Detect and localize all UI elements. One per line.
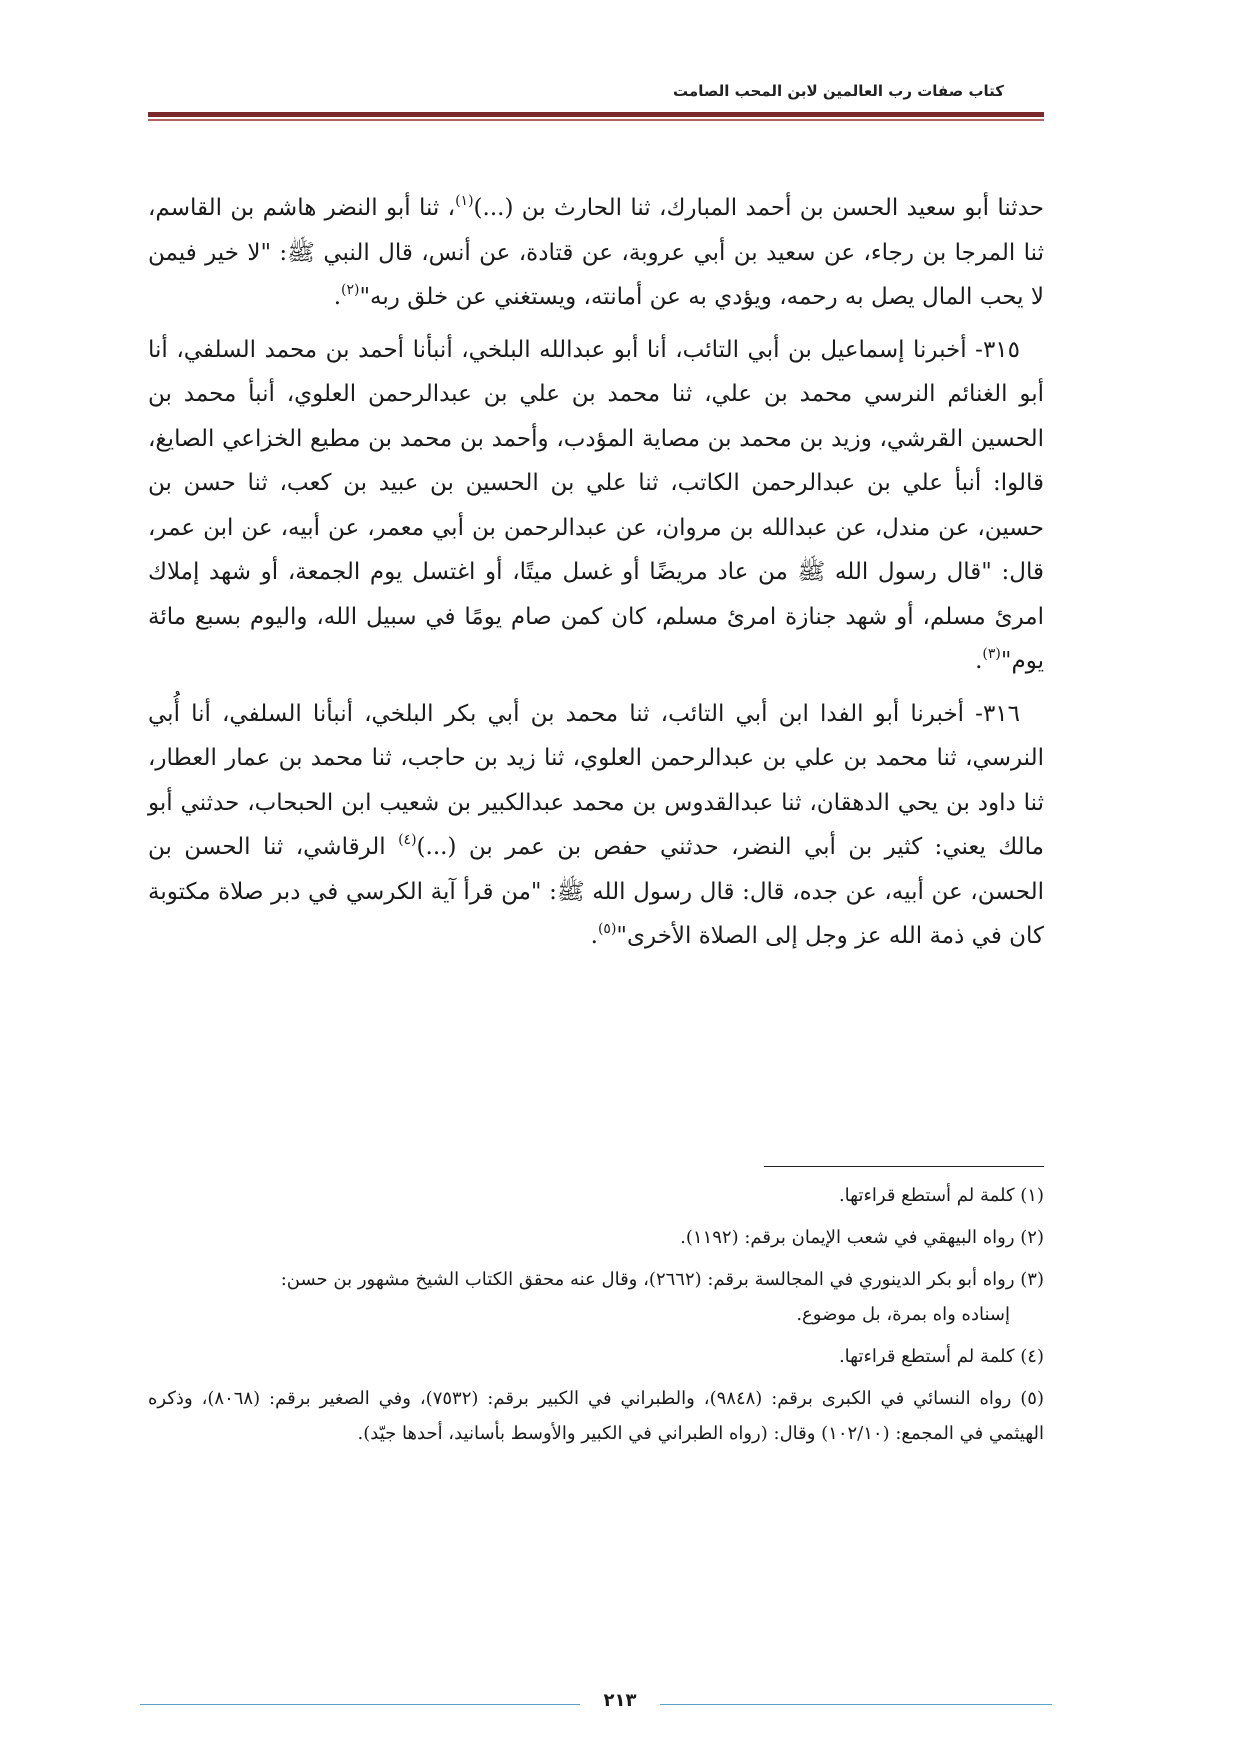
text-segment: ، ثنا أبو النضر هاشم بن القاسم، ثنا المرجا بن رجاء، عن سعيد بن أبي عروبة، عن قتادة، عن أنس، قال النبي ﷺ: "لا خير فيمن لا يحب المال يصل به رحمه، ويؤدي به عن أمانته، ويستغني عن خلق ربه" [148, 195, 1044, 310]
header-rule-thick [148, 112, 1044, 117]
text-segment: حدثنا أبو سعيد الحسن بن أحمد المبارك، ثنا الحارث بن (...) [473, 195, 1044, 221]
footnote-ref[interactable]: (٥) [597, 921, 617, 937]
footnote-number: (٣) [1020, 1269, 1044, 1290]
footer-rule-left [140, 1704, 580, 1705]
footnote-2 [148, 1220, 1044, 1255]
header-rule-thin [148, 119, 1044, 121]
paragraph-316 [148, 692, 1044, 959]
text-segment: . [590, 923, 598, 949]
footnote-text: رواه النسائي في الكبرى برقم: (٩٨٤٨)، والطبراني في الكبير برقم: (٧٥٣٢)، وفي الصغير برقم: (٨٠٦٨)، وذكره الهيثمي في المجمع: (١٠٢/١٠) وقال: (رواه الطبراني في الكبير والأوسط بأسانيد، أحدها جيّد). [148, 1388, 1044, 1444]
footnotes [148, 1178, 1044, 1458]
text-segment: . [333, 284, 341, 310]
text-segment: . [975, 648, 983, 674]
footnote-separator [764, 1166, 1044, 1167]
page-number: ٢١٣ [603, 1690, 637, 1711]
text-segment: الرقاشي، ثنا الحسن بن الحسن، عن أبيه، عن جده، قال: قال رسول الله ﷺ: "من قرأ آية الكرسي في دبر صلاة مكتوبة كان في ذمة الله عز وجل إلى الصلاة الأخرى" [148, 834, 1044, 949]
footnote-ref[interactable]: (٣) [982, 646, 1001, 662]
footnote-ref[interactable]: (١) [455, 193, 474, 209]
paragraph-315 [148, 328, 1044, 684]
paragraph [148, 186, 1044, 320]
footnote-number: (٤) [1020, 1346, 1044, 1367]
footnote-ref[interactable]: (٢) [341, 282, 360, 298]
footnote-4 [148, 1339, 1044, 1374]
main-text [148, 186, 1044, 967]
footnote-ref[interactable]: (٤) [398, 832, 417, 848]
footnote-text: كلمة لم أستطع قراءتها. [838, 1346, 1015, 1367]
footnote-3 [148, 1262, 1044, 1332]
text-segment: ٣١٥- أخبرنا إسماعيل بن أبي التائب، أنا أبو عبدالله البلخي، أنبأنا أحمد بن محمد السلفي، أنا أبو الغنائم النرسي محمد بن علي، ثنا محمد بن علي بن عبدالرحمن العلوي، أنبأ محمد بن الحسين القرشي، وزيد بن محمد بن مصاية المؤدب، وأحمد بن محمد بن مطيع الخزاعي الصايغ، قالوا: أنبأ علي بن عبدالرحمن الكاتب، ثنا علي بن الحسين بن عبيد بن كعب، ثنا حسن بن حسين، عن مندل، عن عبدالله بن مروان، عن عبدالرحمن بن أبي معمر، عن أبيه، عن ابن عمر، قال: "قال رسول الله ﷺ من عاد مريضًا أو غسل ميتًا، أو اغتسل يوم الجمعة، أو شهد إملاك امرئ مسلم، أو شهد جنازة امرئ مسلم، كان كمن صام يومًا في سبيل الله، واليوم بسبع مائة يوم" [148, 336, 1044, 674]
footnote-1 [148, 1178, 1044, 1213]
footer-rule-right [660, 1704, 1052, 1705]
footnote-5 [148, 1381, 1044, 1451]
footnote-continuation: إسناده واه بمرة، بل موضوع. [796, 1304, 1010, 1325]
footnote-number: (٢) [1020, 1227, 1044, 1248]
footnote-text: رواه أبو بكر الدينوري في المجالسة برقم: (٢٦٦٢)، وقال عنه محقق الكتاب الشيخ مشهور بن حسن: [280, 1269, 1015, 1290]
running-header-title: كتاب صفات رب العالمين لابن المحب الصامت [673, 82, 1004, 100]
footnote-number: (٥) [1020, 1388, 1044, 1409]
footnote-text: رواه البيهقي في شعب الإيمان برقم: (١١٩٢). [680, 1227, 1015, 1248]
footnote-text: كلمة لم أستطع قراءتها. [838, 1185, 1015, 1206]
footnote-number: (١) [1020, 1185, 1044, 1206]
text-segment: ٣١٦- أخبرنا أبو الفدا ابن أبي التائب، ثنا محمد بن أبي بكر البلخي، أنبأنا السلفي، أنا أُبي النرسي، ثنا محمد بن علي بن عبدالرحمن العلوي، ثنا زيد بن حاجب، ثنا محمد بن عمار العطار، ثنا داود بن يحي الدهقان، ثنا عبدالقدوس بن محمد عبدالكبير بن شعيب ابن الحبحاب، حدثني أبو مالك يعني: كثير بن أبي النضر، حدثني حفص بن عمر بن (...) [148, 700, 1045, 860]
